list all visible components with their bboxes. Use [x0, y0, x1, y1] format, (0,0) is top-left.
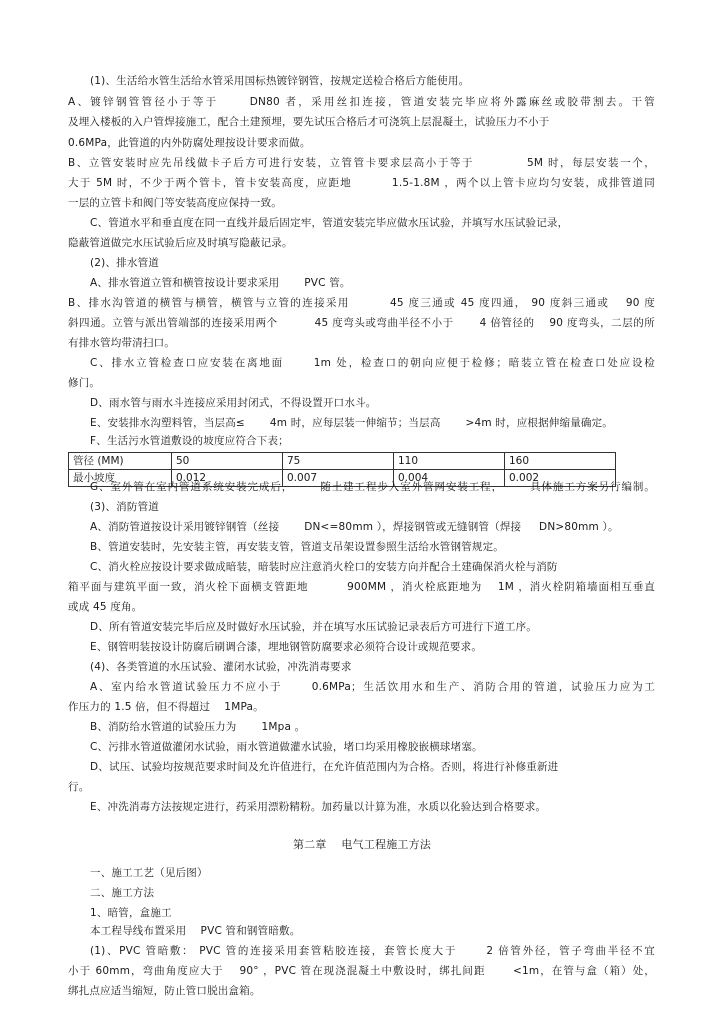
para-line: A、室内给水管道试验压力不应小于 0.6MPa；生活饮用水和生产、消防合用的管道，试验压力应为工 — [90, 681, 655, 693]
para-line: B、消防给水管道的试验压力为 1Mpa 。 — [90, 721, 306, 733]
para-line: 或成 45 度角。 — [68, 601, 143, 613]
para-line: 小于 60mm，弯曲角度应大于 90° ，PVC 管在现浇混凝土中敷设时，绑扎间距 <1m，在管与盒（箱）处， — [68, 965, 655, 977]
para-line: 斜四通。立管与派出管端部的连接采用两个 45 度弯头或弯曲半径不小于 4 倍管径的 90 度弯头，二层的所 — [68, 317, 655, 329]
section-heading: 二、施工方法 — [90, 887, 155, 899]
para-line: F、生活污水管道敷设的坡度应符合下表； — [90, 435, 289, 447]
para-line: C、消火栓应按设计要求做成暗装，暗装时应注意消火栓口的安装方向并配合土建确保消火栓与消防 — [90, 561, 558, 573]
table-cell: 160 — [505, 453, 616, 470]
para-line: C、排水立管检查口应安装在离地面 1m 处，检查口的朝向应便于检修；暗装立管在检查口处应设检 — [90, 357, 655, 369]
para-line: 箱平面与建筑平面一致，消火栓下面横支管距地 900MM ，消火栓底距地为 1M ，消火栓阴箱墙面相互垂直 — [68, 581, 655, 593]
para-line: 大于 5M 时，不少于两个管卡，管卡安装高度，应距地 1.5-1.8M ，两个以上管卡应均匀安装，成排管道同 — [68, 177, 655, 189]
table-cell: 75 — [283, 453, 394, 470]
para-line: 绑扎点应适当缩短，防止管口脱出盒箱。 — [68, 985, 261, 997]
section-heading: (3)、消防管道 — [90, 501, 159, 513]
table-cell: 110 — [394, 453, 505, 470]
para-line: 作压力的 1.5 倍，但不得超过 1MPa。 — [68, 701, 264, 713]
para-line: A、排水管道立管和横管按设计要求采用 PVC 管。 — [90, 277, 351, 289]
para-line: B、管道安装时，先安装主管，再安装支管，管道支吊架设置参照生活给水管钢管规定。 — [90, 541, 505, 553]
para-line: 修门。 — [68, 377, 101, 389]
table-cell: 50 — [172, 453, 283, 470]
para-line: (1)、PVC 管暗敷： PVC 管的连接采用套管粘胶连接，套管长度大于 2 倍管外径，管子弯曲半径不宜 — [90, 945, 655, 957]
para-line: A、镀锌钢管管径小于等于 DN80 者，采用丝扣连接，管道安装完毕应将外露麻丝或胶带割去。干管 — [68, 96, 655, 108]
para-line: B、立管安装时应先吊线做卡子后方可进行安装，立管管卡要求层高小于等于 5M 时，每层安装一个， — [68, 157, 655, 169]
section-heading: (2)、排水管道 — [90, 257, 159, 269]
para-line: G、室外管在室内管道系统安装完成后， 随土建工程步入室外管网安装工程， 具体施工方案另行编制。 — [90, 481, 655, 493]
para-water-supply-heading: (1)、生活给水管生活给水管采用国标热镀锌钢管，按规定送检合格后方能使用。 — [90, 75, 470, 87]
para-line: 隐蔽管道做完水压试验后应及时填写隐蔽记录。 — [68, 237, 293, 249]
para-line: A、消防管道按设计采用镀锌钢管（丝接 DN<=80mm ），焊接钢管或无缝钢管（焊接 DN>80mm ）。 — [90, 521, 619, 533]
para-line: 本工程导线布置采用 PVC 管和钢管暗敷。 — [90, 925, 301, 937]
section-heading: (4)、各类管道的水压试验、灌闭水试验，冲洗消毒要求 — [90, 661, 352, 673]
table-cell: 最小坡度 — [69, 470, 172, 487]
para-line: 及埋入楼板的入户管焊接施工，配合土建预埋，要先试压合格后才可浇筑上层混凝土，试验压力不小于 — [68, 116, 550, 128]
table-cell: 0.004 — [394, 470, 505, 487]
para-line: D、雨水管与雨水斗连接应采用封闭式，不得设置开口水斗。 — [90, 397, 377, 409]
section-heading: 1、暗管，盒施工 — [90, 907, 172, 919]
chapter-title: 第二章 电气工程施工方法 — [292, 838, 432, 851]
para-line: 有排水管均带清扫口。 — [68, 337, 175, 349]
para-line: E、安装排水沟塑料管，当层高≤ 4m 时，应每层装一伸缩节；当层高 >4m 时，应根据伸缩量确定。 — [90, 417, 613, 429]
para-line: B、排水沟管道的横管与横管，横管与立管的连接采用 45 度三通或 45 度四通， 90 度斜三通或 90 度 — [68, 297, 655, 309]
para-line: C、污排水管道做灌闭水试验，雨水管道做灌水试验，堵口均采用橡胶嵌横球堵塞。 — [90, 741, 483, 753]
para-line: D、试压、试验均按规范要求时间及允许值进行，在允许值范围内为合格。否则，将进行补修重新进 — [90, 761, 559, 773]
para-line: E、钢管明装按设计防腐后刷调合漆，埋地钢管防腐要求必须符合设计或规范要求。 — [90, 641, 483, 653]
para-line: E、冲洗消毒方法按规定进行，药采用漂粉精粉。加药量以计算为准，水质以化验达到合格要求。 — [90, 801, 547, 813]
section-heading: 一、施工工艺（见后图） — [90, 867, 208, 879]
table-cell: 管径 (MM) — [69, 453, 172, 470]
table-row — [69, 453, 616, 470]
table-cell: 0.002 — [505, 470, 616, 487]
para-line: C、管道水平和垂直度在同一直线并最后固定牢，管道安装完毕应做水压试验，并填写水压试验记录， — [90, 217, 569, 229]
para-line: D、所有管道安装完毕后应及时做好水压试验，并在填写水压试验记录表后方可进行下道工序。 — [90, 621, 537, 633]
para-line: 0.6MPa，此管道的内外防腐处理按设计要求而做。 — [68, 137, 311, 149]
para-line: 一层的立管卡和阀门等安装高度应保持一致。 — [68, 197, 282, 209]
table-cell: 0.012 — [172, 470, 283, 487]
para-line: 行。 — [68, 781, 90, 793]
table-cell: 0.007 — [283, 470, 394, 487]
